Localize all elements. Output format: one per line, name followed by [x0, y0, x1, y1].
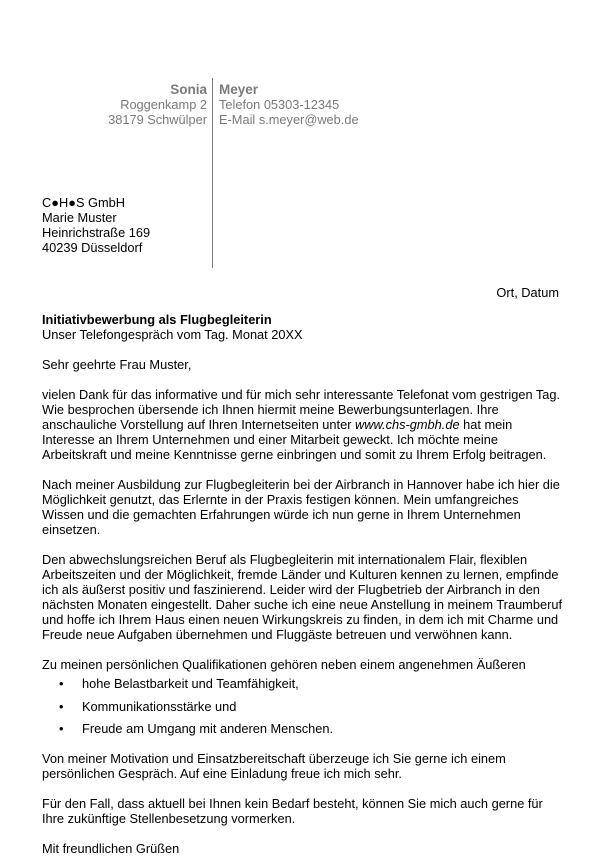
sender-contact-right: [219, 82, 359, 127]
bullet-icon: •: [59, 698, 64, 714]
list-item: [42, 699, 562, 714]
paragraph-1: [42, 387, 562, 462]
sender-city: 38179 Schwülper: [108, 112, 207, 127]
sender-phone: Telefon 05303-12345: [219, 97, 340, 112]
paragraph-6: Für den Fall, dass aktuell bei Ihnen kein Bedarf besteht, können Sie mich auch gerne für Ihre zukünftige Stellenbesetzung vormerken.: [42, 796, 543, 826]
qualification-text: hohe Belastbarkeit und Teamfähigkeit,: [82, 676, 299, 691]
qualifications-list: [42, 676, 562, 736]
letter-date: Ort, Datum: [496, 285, 559, 300]
recipient-name: Marie Muster: [42, 210, 117, 225]
sender-street: Roggenkamp 2: [120, 97, 207, 112]
list-item: [42, 676, 562, 691]
header-divider: [212, 78, 213, 268]
paragraph-1-text-a: vielen Dank für das informative und für mich sehr interessante Telefonat vom gestrigen Tag. Wie besprochen übersende ich Ihnen hiermit meine Bewerbungsunterlagen. Ihre anschauliche Vorstellung auf Ihren Internetseiten unter: [42, 387, 561, 432]
paragraph-4: Zu meinen persönlichen Qualifikationen gehören neben einem angenehmen Äußeren: [42, 657, 526, 672]
letter-body: [42, 312, 562, 856]
sender-first-name: Sonia: [170, 82, 207, 97]
recipient-city: 40239 Düsseldorf: [42, 240, 143, 255]
recipient-street: Heinrichstraße 169: [42, 225, 151, 240]
closing: Mit freundlichen Grüßen: [42, 841, 180, 856]
bullet-icon: •: [59, 676, 64, 691]
qualification-text: Freude am Umgang mit anderen Menschen.: [82, 721, 334, 736]
letter-reference: Unser Telefongespräch vom Tag. Monat 20XX: [42, 327, 303, 342]
recipient-company: C●H●S GmbH: [42, 195, 126, 210]
bullet-icon: •: [59, 721, 64, 736]
recipient-address: [42, 195, 150, 255]
qualification-text: Kommunikationsstärke und: [82, 698, 237, 714]
sender-address-left: [0, 82, 207, 127]
paragraph-5: Von meiner Motivation und Einsatzbereitschaft überzeuge ich Sie gerne ich einem persönlichen Gespräch. Auf eine Einladung freue ich mich sehr.: [42, 751, 506, 781]
letter-subject: Initiativbewerbung als Flugbegleiterin: [42, 312, 272, 327]
paragraph-3: Den abwechslungsreichen Beruf als Flugbegleiterin mit internationalem Flair, flexiblen Arbeitszeiten und der Möglichkeit, fremde Länder und Kulturen kennen zu lernen, empfinde ich als äußerst positiv und faszinierend. Leider wird der Flugbetrieb der Airbranch in den nächsten Monaten eingestellt. Daher suche ich eine neue Anstellung in meinem Traumberuf und hoffe ich Ihrem Haus einen neuen Wirkungskreis zu finden, in dem ich mit Charme und Freude neue Aufgaben übernehmen und Fluggäste betreuen und verwöhnen kann.: [42, 552, 563, 642]
paragraph-2: Nach meiner Ausbildung zur Flugbegleiterin bei der Airbranch in Hannover habe ich hier die Möglichkeit genutzt, das Erlernte in der Praxis festigen können. Mein umfangreiches Wissen und die gemachten Erfahrungen würde ich nun gerne in Ihrem Unternehmen einsetzen.: [42, 477, 560, 537]
list-item: [42, 721, 562, 736]
paragraph-1-text-b: hat mein Interesse an Ihrem Unternehmen und einer Mitarbeit geweckt. Ich möchte meine Arbeitskraft und meine Kenntnisse gerne einbringen und somit zu Ihrem Erfolg beitragen.: [42, 417, 547, 462]
sender-email: E-Mail s.meyer@web.de: [219, 112, 359, 127]
salutation: Sehr geehrte Frau Muster,: [42, 357, 192, 372]
website-link[interactable]: www.chs-gmbh.de: [355, 417, 460, 432]
sender-last-name: Meyer: [219, 82, 259, 97]
